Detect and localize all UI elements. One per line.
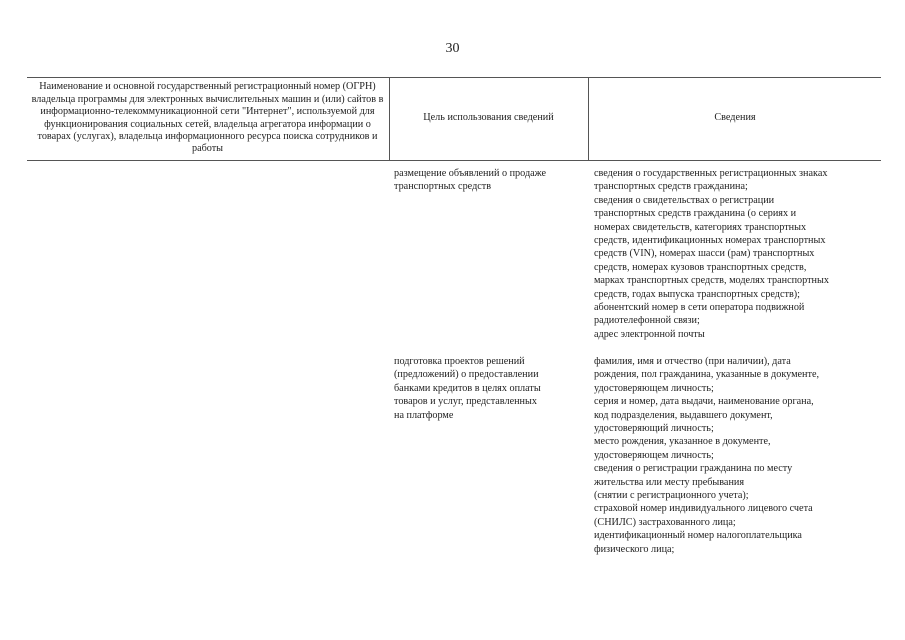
row-data-cell: сведения о государственных регистрационных знаках транспортных средств гражданина; сведения о свидетельствах о регистрации транспортных средств гражданина (о сериях и номерах свидетельств, категориях транспортных средств, идентификационных номерах транспортных средств (VIN), номерах шасси (рам) транспортных средств, номерах кузовов транспортных средств, марках транспортных средств, моделях транспортных средств, годах выпуска транспортных средств); абонентский номер в сети оператора подвижной радиотелефонной связи; адрес электронной почты xyxy=(594,168,829,340)
header-purpose xyxy=(390,78,587,159)
row-data-cell: фамилия, имя и отчество (при наличии), дата рождения, пол гражданина, указанные в документе, удостоверяющем личность; серия и номер, дата выдачи, наименование органа, код подразделения, выдавшего документ, удостоверяющий личность; место рождения, указанное в документе, удостоверяющем личность; сведения о регистрации гражданина по месту жительства или месту пребывания (снятии с регистрационного учета); страховой номер индивидуального лицевого счета (СНИЛС) застрахованного лица; идентификационный номер налогоплательщика физического лица; xyxy=(594,356,820,555)
header-bottom-border xyxy=(27,160,881,161)
header-owner-text: Наименование и основной государственный регистрационный номер (ОГРН) владельца программы для электронных вычислительных машин и (или) сайтов в информационно-телекоммуникационной сети "Интернет", используемой для функционирования социальных сетей, владельца агрегатора информации о товарах (услугах), владельца информационного ресурса поиска сотрудников и работы xyxy=(31,81,384,155)
header-purpose-text: Цель использования сведений xyxy=(423,112,554,124)
page-number: 30 xyxy=(445,41,460,56)
header-data-text: Сведения xyxy=(714,112,756,124)
header-owner xyxy=(27,78,388,159)
row-purpose-cell: размещение объявлений о продаже транспортных средств xyxy=(394,168,547,193)
row-purpose-cell: подготовка проектов решений (предложений) о предоставлении банками кредитов в целях оплаты товаров и услуг, представленных на платформе xyxy=(394,356,541,421)
header-data xyxy=(589,78,881,159)
